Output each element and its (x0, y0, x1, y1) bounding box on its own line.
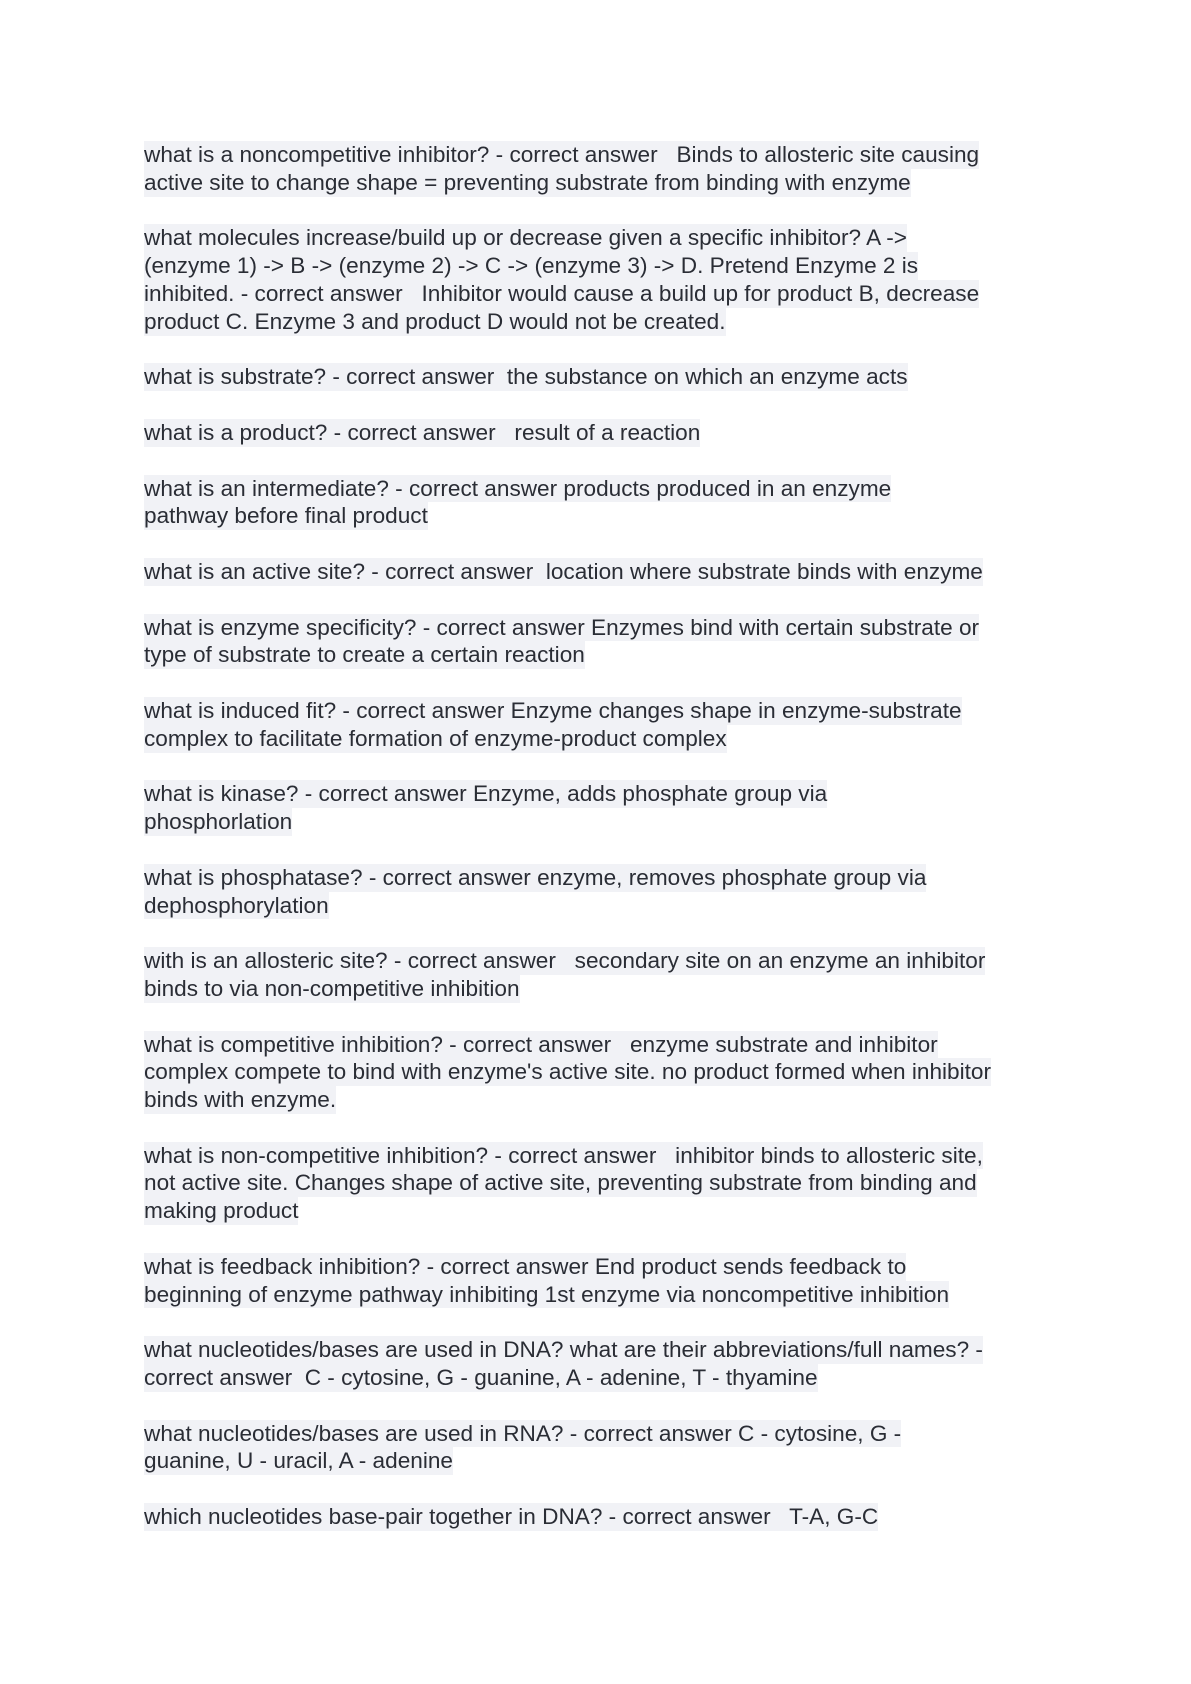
qa-line: active site to change shape = preventing substrate from binding with enzyme (144, 169, 911, 195)
qa-item (144, 947, 1059, 1003)
qa-item (144, 558, 1059, 586)
qa-line: what nucleotides/bases are used in DNA? what are their abbreviations/full names? - (144, 1337, 983, 1363)
qa-line: what is enzyme specificity? - correct answer Enzymes bind with certain substrate or (144, 614, 980, 640)
qa-line: making product (144, 1198, 299, 1224)
qa-line: which nucleotides base-pair together in DNA? - correct answer T-A, G-C (144, 1504, 879, 1530)
qa-line: correct answer C - cytosine, G - guanine, A - adenine, T - thyamine (144, 1365, 818, 1391)
qa-line: product C. Enzyme 3 and product D would not be created. (144, 308, 726, 334)
qa-line: what is feedback inhibition? - correct answer End product sends feedback to (144, 1253, 907, 1279)
qa-item (144, 419, 1059, 447)
qa-line: beginning of enzyme pathway inhibiting 1st enzyme via noncompetitive inhibition (144, 1281, 950, 1307)
qa-line: binds to via non-competitive inhibition (144, 975, 520, 1001)
qa-item (144, 864, 1059, 920)
qa-line: what molecules increase/build up or decrease given a specific inhibitor? A -> (144, 225, 907, 251)
qa-line: dephosphorylation (144, 892, 329, 918)
qa-line: what is kinase? - correct answer Enzyme, adds phosphate group via (144, 781, 828, 807)
qa-item (144, 1253, 1059, 1309)
qa-item (144, 1336, 1059, 1392)
qa-line: pathway before final product (144, 503, 428, 529)
qa-item (144, 224, 1059, 335)
qa-line: complex to facilitate formation of enzyme-product complex (144, 725, 727, 751)
qa-line: (enzyme 1) -> B -> (enzyme 2) -> C -> (enzyme 3) -> D. Pretend Enzyme 2 is (144, 253, 919, 279)
qa-item (144, 1142, 1059, 1225)
qa-item (144, 697, 1059, 753)
qa-line: type of substrate to create a certain reaction (144, 642, 585, 668)
qa-line: what is an intermediate? - correct answer products produced in an enzyme (144, 475, 892, 501)
qa-item (144, 363, 1059, 391)
qa-item (144, 1420, 1059, 1476)
qa-line: what is non-competitive inhibition? - correct answer inhibitor binds to allosteric site, (144, 1142, 983, 1168)
qa-line: what is a product? - correct answer result of a reaction (144, 419, 701, 445)
qa-line: what is induced fit? - correct answer Enzyme changes shape in enzyme-substrate (144, 697, 962, 723)
qa-item (144, 780, 1059, 836)
qa-item (144, 614, 1059, 670)
qa-list (144, 141, 1059, 1559)
qa-line: what nucleotides/bases are used in RNA? - correct answer C - cytosine, G - (144, 1420, 902, 1446)
qa-line: what is a noncompetitive inhibitor? - correct answer Binds to allosteric site causing (144, 142, 980, 167)
qa-line: not active site. Changes shape of active site, preventing substrate from binding and (144, 1170, 977, 1196)
qa-line: what is phosphatase? - correct answer enzyme, removes phosphate group via (144, 864, 927, 890)
qa-item (144, 475, 1059, 531)
qa-line: what is competitive inhibition? - correct answer enzyme substrate and inhibitor (144, 1031, 938, 1057)
qa-line: inhibited. - correct answer Inhibitor would cause a build up for product B, decrease (144, 280, 980, 306)
qa-item (144, 141, 1059, 197)
qa-item (144, 1503, 1059, 1531)
qa-line: phosphorlation (144, 809, 293, 835)
qa-line: binds with enzyme. (144, 1087, 337, 1113)
qa-line: guanine, U - uracil, A - adenine (144, 1448, 453, 1474)
qa-line: complex compete to bind with enzyme's active site. no product formed when inhibitor (144, 1059, 991, 1085)
qa-line: with is an allosteric site? - correct answer secondary site on an enzyme an inhibitor (144, 948, 986, 974)
qa-line: what is an active site? - correct answer location where substrate binds with enzyme (144, 558, 983, 584)
qa-item (144, 1031, 1059, 1114)
qa-line: what is substrate? - correct answer the substance on which an enzyme acts (144, 364, 908, 390)
